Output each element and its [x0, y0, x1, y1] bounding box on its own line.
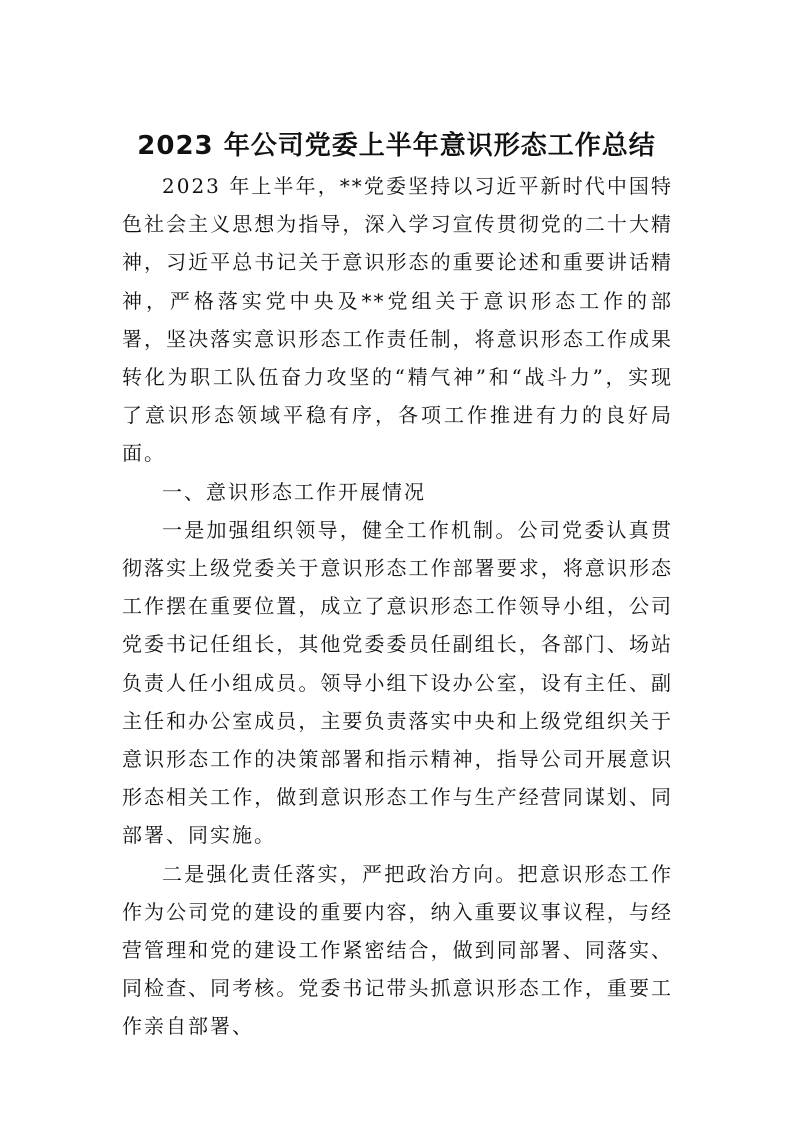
document-title: 2023 年公司党委上半年意识形态工作总结 [137, 131, 656, 161]
document-body [122, 167, 673, 1046]
paragraph-point-one: 一是加强组织领导，健全工作机制。公司党委认真贯彻落实上级党委关于意识形态工作部署要求，将意识形态工作摆在重要位置，成立了意识形态工作领导小组，公司党委书记任组长，其他党委委员任副组长，各部门、场站负责人任小组成员。领导小组下设办公室，设有主任、副主任和办公室成员，主要负责落实中央和上级党组织关于意识形态工作的决策部署和指示精神，指导公司开展意识形态相关工作，做到意识形态工作与生产经营同谋划、同部署、同实施。 [122, 517, 673, 848]
paragraph-intro: 2023 年上半年，**党委坚持以习近平新时代中国特色社会主义思想为指导，深入学习宣传贯彻党的二十大精神，习近平总书记关于意识形态的重要论述和重要讲话精神，严格落实党中央及**党组关于意识形态工作的部署，坚决落实意识形态工作责任制，将意识形态工作成果转化为职工队伍奋力攻坚的“精气神”和“战斗力”，实现了意识形态领域平稳有序，各项工作推进有力的良好局面。 [122, 174, 673, 466]
paragraph-point-two: 二是强化责任落实，严把政治方向。把意识形态工作作为公司党的建设的重要内容，纳入重要议事议程，与经营管理和党的建设工作紧密结合，做到同部署、同落实、同检查、同考核。党委书记带头抓意识形态工作，重要工作亲自部署、 [122, 861, 673, 1039]
section-heading: 一、意识形态工作开展情况 [162, 479, 426, 504]
